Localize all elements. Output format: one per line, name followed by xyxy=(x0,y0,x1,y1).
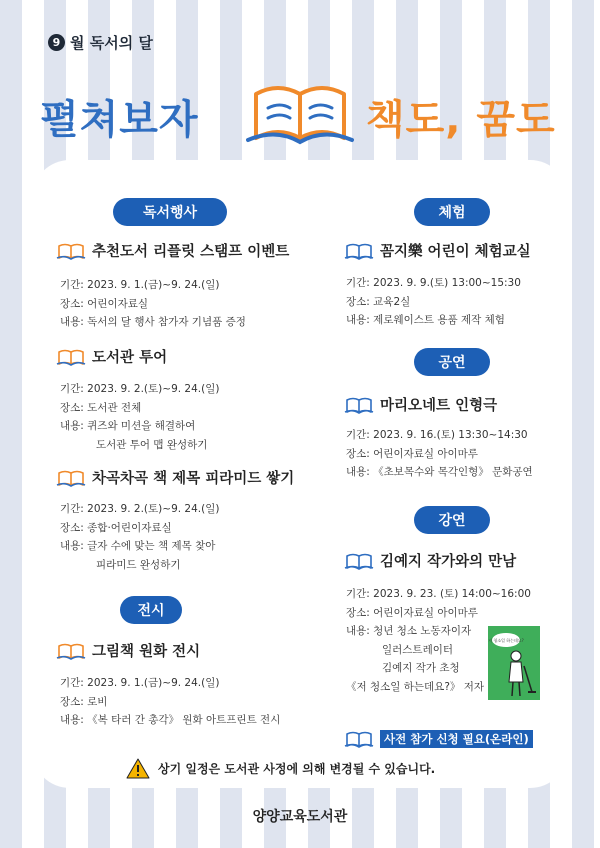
performance-details: 기간: 2023. 9. 16.(토) 13:30~14:30 장소: 어린이자료실 아이마루 내용: 《초보목수와 목각인형》 문화공연 xyxy=(346,429,533,478)
open-book-icon xyxy=(246,80,354,146)
exhibition-title: 그림책 원화 전시 xyxy=(56,640,200,661)
experience-title: 꼼지樂 어린이 체험교실 xyxy=(344,240,531,261)
warning-icon xyxy=(126,758,150,779)
event-stamp-details: 기간: 2023. 9. 1.(금)~9. 24.(일) 장소: 어린이자료실 내용: 독서의 달 행사 참가자 기념품 증정 xyxy=(60,279,246,328)
experience-details: 기간: 2023. 9. 9.(토) 13:00~15:30 장소: 교육2실 내용: 제로웨이스트 용품 제작 체험 xyxy=(346,277,521,326)
event-tour-title: 도서관 투어 xyxy=(56,346,167,367)
month-label xyxy=(48,32,153,53)
month-number-badge: 9 xyxy=(48,34,65,51)
page-title-left: 펼쳐보자 xyxy=(40,97,199,143)
month-text: 월 독서의 달 xyxy=(70,34,153,52)
book-icon xyxy=(56,642,86,660)
event-stamp-title: 추천도서 리플릿 스탬프 이벤트 xyxy=(56,240,289,261)
svg-text:저 청소일 하는데요?: 저 청소일 하는데요? xyxy=(488,638,524,643)
book-icon xyxy=(56,348,86,366)
book-icon xyxy=(344,730,374,748)
performance-pill: 공연 xyxy=(414,348,490,376)
schedule-change-notice: 상기 일정은 도서관 사정에 의해 변경될 수 있습니다. xyxy=(126,758,435,779)
exhibition-details: 기간: 2023. 9. 1.(금)~9. 24.(일) 장소: 로비 내용: 《복 타러 간 총각》 원화 아트프린트 전시 xyxy=(60,677,281,726)
event-tour-details: 기간: 2023. 9. 2.(토)~9. 24.(일) 장소: 도서관 전체 내용: 퀴즈와 미션을 해결하여 도서관 투어 맵 완성하기 xyxy=(60,383,220,451)
lecture-title: 김예지 작가와의 만남 xyxy=(344,550,516,571)
page-title-right: 책도, 꿈도 xyxy=(366,97,556,143)
performance-title: 마리오네트 인형극 xyxy=(344,394,497,415)
lecture-pill: 강연 xyxy=(414,506,490,534)
book-icon xyxy=(56,242,86,260)
library-name: 양양교육도서관 xyxy=(252,809,348,825)
experience-pill: 체험 xyxy=(414,198,490,226)
reading-events-pill: 독서행사 xyxy=(113,198,227,226)
event-pyramid-title: 차곡차곡 책 제목 피라미드 쌓기 xyxy=(56,467,294,488)
exhibition-pill: 전시 xyxy=(120,596,182,624)
book-icon xyxy=(344,552,374,570)
book-icon xyxy=(344,242,374,260)
signup-notice xyxy=(344,730,533,748)
book-cover-illustration xyxy=(488,626,540,700)
lecture-details: 기간: 2023. 9. 23. (토) 14:00~16:00 장소: 어린이자료실 아이마루 내용: 청년 청소 노동자이자 일러스트레이터 김예지 작가 초청 《저 청소일 하는데요?》 저자 xyxy=(346,588,531,693)
signup-label: 사전 참가 신청 필요(온라인) xyxy=(380,730,533,748)
book-icon xyxy=(56,469,86,487)
event-pyramid-details: 기간: 2023. 9. 2.(토)~9. 24.(일) 장소: 종합·어린이자료실 내용: 글자 수에 맞는 책 제목 찾아 피라미드 완성하기 xyxy=(60,503,220,571)
book-icon xyxy=(344,396,374,414)
